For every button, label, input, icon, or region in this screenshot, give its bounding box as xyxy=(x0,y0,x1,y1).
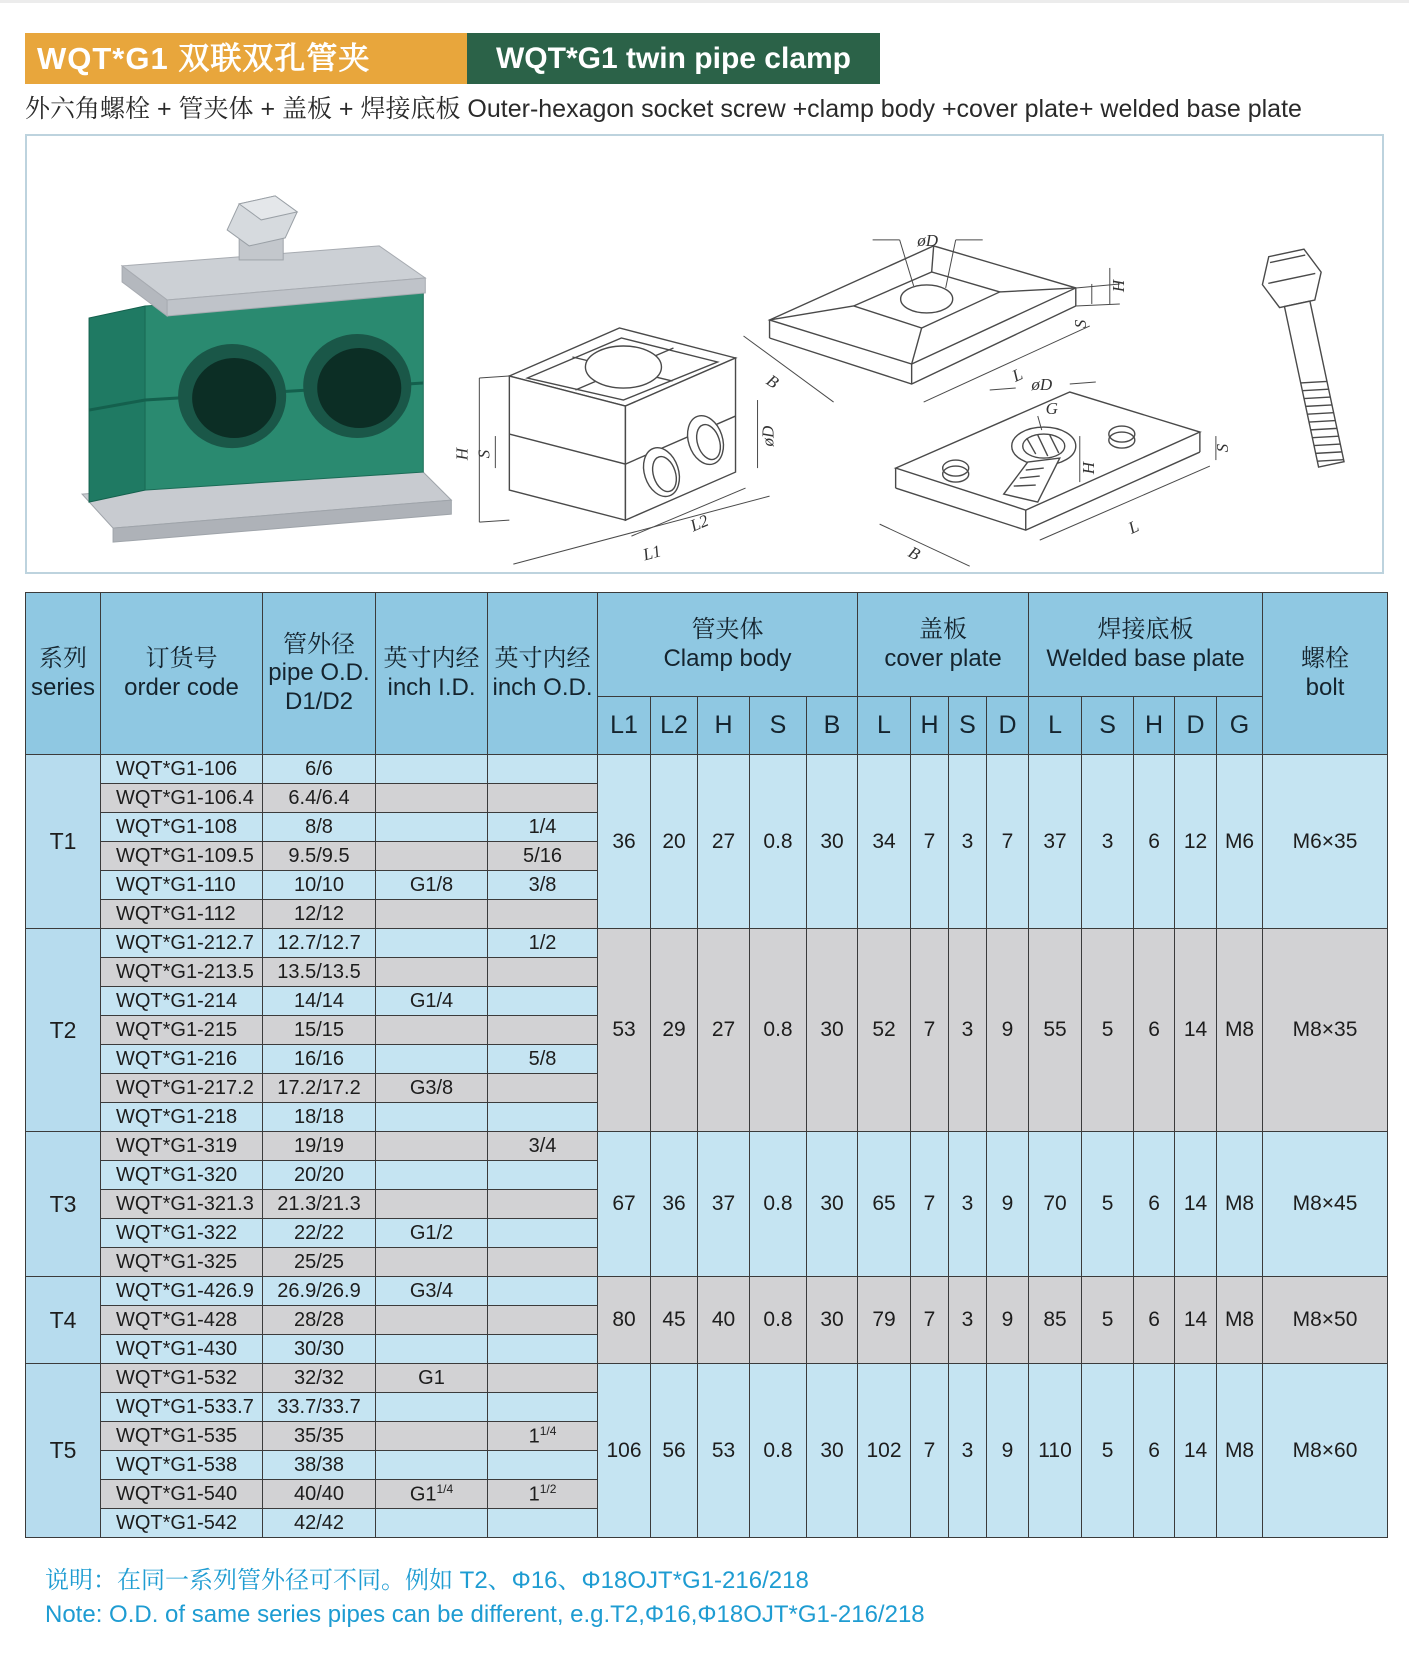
pipe-od-cell: 18/18 xyxy=(263,1103,376,1132)
cover-dim-d: øD xyxy=(917,230,939,250)
dim-header-h: H xyxy=(698,697,750,755)
inch-id-cell xyxy=(376,813,488,842)
clamp-dim-cell: 29 xyxy=(651,929,698,1132)
inch-od-cell xyxy=(488,1451,598,1480)
cover-dim-b: B xyxy=(763,370,783,393)
bolt-cell: M8×35 xyxy=(1263,929,1388,1132)
base-dim-cell: 6 xyxy=(1134,1364,1175,1538)
col-header-order-code: 订货号 order code xyxy=(101,593,263,755)
clamp-dim-cell: 30 xyxy=(807,755,858,929)
inch-id-cell xyxy=(376,1132,488,1161)
inch-id-cell xyxy=(376,1306,488,1335)
cover-dim-cell: 7 xyxy=(911,1277,949,1364)
clamp-dim-cell: 0.8 xyxy=(750,929,807,1132)
inch-od-cell xyxy=(488,1074,598,1103)
clamp-dim-h: H xyxy=(452,447,472,461)
pipe-od-cell: 16/16 xyxy=(263,1045,376,1074)
pipe-od-cell: 19/19 xyxy=(263,1132,376,1161)
clamp-dim-cell: 0.8 xyxy=(750,1364,807,1538)
base-dim-cell: 14 xyxy=(1175,1277,1217,1364)
base-dim-cell: M8 xyxy=(1217,1277,1263,1364)
cover-dim-cell: 9 xyxy=(987,1364,1029,1538)
base-dim-cell: 14 xyxy=(1175,1364,1217,1538)
clamp-dim-s: S xyxy=(474,449,494,459)
pipe-od-cell: 40/40 xyxy=(263,1480,376,1509)
base-dim-cell: 6 xyxy=(1134,1132,1175,1277)
clamp-dim-cell: 53 xyxy=(598,929,651,1132)
clamp-dim-cell: 0.8 xyxy=(750,755,807,929)
base-dim-b: B xyxy=(905,542,924,565)
pipe-od-cell: 12.7/12.7 xyxy=(263,929,376,958)
col-header-pipe-od: 管外径 pipe O.D. D1/D2 xyxy=(263,593,376,755)
clamp-dim-cell: 37 xyxy=(698,1132,750,1277)
dim-header-base-s: S xyxy=(1082,697,1134,755)
pipe-od-cell: 10/10 xyxy=(263,871,376,900)
order-code-cell: WQT*G1-215 xyxy=(101,1016,263,1045)
order-code-cell: WQT*G1-535 xyxy=(101,1422,263,1451)
series-cell: T5 xyxy=(26,1364,101,1538)
base-dim-cell: M6 xyxy=(1217,755,1263,929)
pipe-od-cell: 9.5/9.5 xyxy=(263,842,376,871)
order-code-cell: WQT*G1-110 xyxy=(101,871,263,900)
order-code-cell: WQT*G1-426.9 xyxy=(101,1277,263,1306)
page-title-english: WQT*G1 twin pipe clamp xyxy=(467,33,880,84)
inch-od-cell xyxy=(488,1277,598,1306)
col-header-series: 系列 series xyxy=(26,593,101,755)
cover-dim-cell: 9 xyxy=(987,1277,1029,1364)
clamp-dim-l2: L2 xyxy=(687,510,712,536)
cover-dim-cell: 3 xyxy=(949,1132,987,1277)
inch-od-cell: $1^{1/2}$ xyxy=(488,1480,598,1509)
inch-od-cell xyxy=(488,1016,598,1045)
inch-id-cell: G1/8 xyxy=(376,871,488,900)
inch-id-cell xyxy=(376,1422,488,1451)
order-code-cell: WQT*G1-428 xyxy=(101,1306,263,1335)
pipe-od-cell: 14/14 xyxy=(263,987,376,1016)
base-dim-cell: 110 xyxy=(1029,1364,1082,1538)
inch-od-cell: 3/4 xyxy=(488,1132,598,1161)
base-dim-cell: 6 xyxy=(1134,929,1175,1132)
inch-id-cell xyxy=(376,1045,488,1074)
base-dim-cell: M8 xyxy=(1217,1364,1263,1538)
pipe-od-cell: 6/6 xyxy=(263,755,376,784)
product-photo xyxy=(82,196,451,542)
base-dim-d: øD xyxy=(1031,375,1053,395)
clamp-dim-cell: 30 xyxy=(807,1364,858,1538)
clamp-dim-cell: 36 xyxy=(598,755,651,929)
clamp-dim-cell: 56 xyxy=(651,1364,698,1538)
order-code-cell: WQT*G1-325 xyxy=(101,1248,263,1277)
title-row xyxy=(25,33,1384,84)
cover-dim-l: L xyxy=(1009,364,1026,386)
inch-od-cell xyxy=(488,900,598,929)
base-plate-drawing xyxy=(880,375,1232,566)
inch-id-cell xyxy=(376,900,488,929)
base-dim-cell: 5 xyxy=(1082,929,1134,1132)
clamp-dim-cell: 80 xyxy=(598,1277,651,1364)
inch-id-cell xyxy=(376,1190,488,1219)
dim-header-s: S xyxy=(750,697,807,755)
order-code-cell: WQT*G1-214 xyxy=(101,987,263,1016)
base-dim-h: H xyxy=(1078,461,1098,475)
inch-od-cell xyxy=(488,1219,598,1248)
clamp-dim-cell: 30 xyxy=(807,1277,858,1364)
base-dim-cell: 6 xyxy=(1134,755,1175,929)
base-dim-cell: 14 xyxy=(1175,1132,1217,1277)
pipe-od-cell: 28/28 xyxy=(263,1306,376,1335)
inch-id-cell xyxy=(376,929,488,958)
order-code-cell: WQT*G1-538 xyxy=(101,1451,263,1480)
order-code-cell: WQT*G1-217.2 xyxy=(101,1074,263,1103)
pipe-od-cell: 30/30 xyxy=(263,1335,376,1364)
order-code-cell: WQT*G1-213.5 xyxy=(101,958,263,987)
inch-id-cell xyxy=(376,755,488,784)
inch-id-cell xyxy=(376,784,488,813)
pipe-od-cell: 26.9/26.9 xyxy=(263,1277,376,1306)
inch-id-cell: G3/4 xyxy=(376,1277,488,1306)
inch-od-cell xyxy=(488,958,598,987)
order-code-cell: WQT*G1-320 xyxy=(101,1161,263,1190)
pipe-od-cell: 32/32 xyxy=(263,1364,376,1393)
series-cell: T1 xyxy=(26,755,101,929)
cover-dim-cell: 3 xyxy=(949,929,987,1132)
clamp-dim-l1: L1 xyxy=(640,541,664,565)
base-dim-g: G xyxy=(1045,399,1058,419)
inch-od-cell xyxy=(488,1306,598,1335)
order-code-cell: WQT*G1-319 xyxy=(101,1132,263,1161)
product-images-panel xyxy=(25,134,1384,574)
pipe-od-cell: 17.2/17.2 xyxy=(263,1074,376,1103)
inch-od-cell: 5/16 xyxy=(488,842,598,871)
base-dim-cell: 5 xyxy=(1082,1132,1134,1277)
cover-dim-cell: 34 xyxy=(858,755,911,929)
cover-dim-cell: 3 xyxy=(949,1364,987,1538)
table-header-group-row xyxy=(26,593,1388,697)
inch-od-cell xyxy=(488,784,598,813)
base-dim-cell: M8 xyxy=(1217,929,1263,1132)
inch-od-cell: 1/2 xyxy=(488,929,598,958)
order-code-cell: WQT*G1-321.3 xyxy=(101,1190,263,1219)
dim-header-cover-d: D xyxy=(987,697,1029,755)
base-dim-cell: 5 xyxy=(1082,1277,1134,1364)
order-code-cell: WQT*G1-218 xyxy=(101,1103,263,1132)
inch-id-cell xyxy=(376,1335,488,1364)
cover-dim-cell: 9 xyxy=(987,929,1029,1132)
dim-header-base-l: L xyxy=(1029,697,1082,755)
clamp-dim-cell: 40 xyxy=(698,1277,750,1364)
clamp-dim-d: øD xyxy=(758,425,778,447)
clamp-dim-cell: 30 xyxy=(807,1132,858,1277)
cover-dim-cell: 79 xyxy=(858,1277,911,1364)
clamp-dim-cell: 53 xyxy=(698,1364,750,1538)
cover-dim-cell: 3 xyxy=(949,755,987,929)
order-code-cell: WQT*G1-109.5 xyxy=(101,842,263,871)
cover-dim-cell: 7 xyxy=(911,1364,949,1538)
pipe-od-cell: 15/15 xyxy=(263,1016,376,1045)
series-cell: T2 xyxy=(26,929,101,1132)
inch-id-cell xyxy=(376,1103,488,1132)
inch-id-cell xyxy=(376,1451,488,1480)
footnotes xyxy=(45,1564,1409,1631)
order-code-cell: WQT*G1-212.7 xyxy=(101,929,263,958)
base-dim-cell: 14 xyxy=(1175,929,1217,1132)
clamp-dim-cell: 20 xyxy=(651,755,698,929)
inch-id-cell: $G1^{1/4}$ xyxy=(376,1480,488,1509)
inch-id-cell: G1 xyxy=(376,1364,488,1393)
inch-od-cell xyxy=(488,1364,598,1393)
order-code-cell: WQT*G1-532 xyxy=(101,1364,263,1393)
pipe-od-cell: 42/42 xyxy=(263,1509,376,1538)
clamp-body-drawing xyxy=(452,328,777,565)
cover-dim-cell: 7 xyxy=(911,755,949,929)
dim-header-l2: L2 xyxy=(651,697,698,755)
note-chinese: 说明：在同一系列管外径可不同。例如 T2、Φ16、Φ18OJT*G1-216/218 xyxy=(45,1567,809,1594)
table-row xyxy=(26,1132,1388,1161)
inch-id-cell xyxy=(376,1509,488,1538)
inch-od-cell: 3/8 xyxy=(488,871,598,900)
col-header-inch-id: 英寸内经 inch I.D. xyxy=(376,593,488,755)
cover-dim-s: S xyxy=(1070,319,1090,329)
pipe-od-cell: 33.7/33.7 xyxy=(263,1393,376,1422)
pipe-od-cell: 22/22 xyxy=(263,1219,376,1248)
order-code-cell: WQT*G1-540 xyxy=(101,1480,263,1509)
inch-od-cell xyxy=(488,1103,598,1132)
base-dim-cell: 12 xyxy=(1175,755,1217,929)
order-code-cell: WQT*G1-216 xyxy=(101,1045,263,1074)
pipe-od-cell: 25/25 xyxy=(263,1248,376,1277)
pipe-od-cell: 20/20 xyxy=(263,1161,376,1190)
bolt-drawing xyxy=(1257,247,1361,471)
order-code-cell: WQT*G1-112 xyxy=(101,900,263,929)
inch-od-cell xyxy=(488,755,598,784)
cover-dim-cell: 7 xyxy=(987,755,1029,929)
cover-dim-cell: 52 xyxy=(858,929,911,1132)
clamp-dim-cell: 67 xyxy=(598,1132,651,1277)
pipe-od-cell: 6.4/6.4 xyxy=(263,784,376,813)
inch-od-cell: 5/8 xyxy=(488,1045,598,1074)
dim-header-l1: L1 xyxy=(598,697,651,755)
clamp-dim-cell: 30 xyxy=(807,929,858,1132)
pipe-od-cell: 8/8 xyxy=(263,813,376,842)
base-dim-s: S xyxy=(1212,443,1232,453)
col-header-inch-od: 英寸内经 inch O.D. xyxy=(488,593,598,755)
inch-id-cell xyxy=(376,842,488,871)
cover-dim-h: H xyxy=(1108,279,1128,293)
table-row xyxy=(26,755,1388,784)
clamp-dim-cell: 45 xyxy=(651,1277,698,1364)
inch-od-cell xyxy=(488,1190,598,1219)
cover-dim-cell: 65 xyxy=(858,1132,911,1277)
inch-id-cell: G1/2 xyxy=(376,1219,488,1248)
page-title-chinese: WQT*G1 双联双孔管夹 xyxy=(25,33,467,84)
spec-table xyxy=(25,592,1388,1538)
pipe-od-cell: 12/12 xyxy=(263,900,376,929)
cover-dim-cell: 7 xyxy=(911,929,949,1132)
inch-od-cell: $1^{1/4}$ xyxy=(488,1422,598,1451)
pipe-od-cell: 35/35 xyxy=(263,1422,376,1451)
dim-header-base-d: D xyxy=(1175,697,1217,755)
base-dim-cell: 85 xyxy=(1029,1277,1082,1364)
series-cell: T3 xyxy=(26,1132,101,1277)
base-dim-cell: 70 xyxy=(1029,1132,1082,1277)
table-row xyxy=(26,1364,1388,1393)
pipe-od-cell: 21.3/21.3 xyxy=(263,1190,376,1219)
inch-id-cell: G1/4 xyxy=(376,987,488,1016)
clamp-dim-cell: 0.8 xyxy=(750,1132,807,1277)
inch-od-cell xyxy=(488,1393,598,1422)
col-header-base-plate: 焊接底板 Welded base plate xyxy=(1029,593,1263,697)
base-dim-cell: 5 xyxy=(1082,1364,1134,1538)
inch-id-cell xyxy=(376,1393,488,1422)
clamp-dim-cell: 36 xyxy=(651,1132,698,1277)
inch-id-cell xyxy=(376,1161,488,1190)
pipe-od-cell: 38/38 xyxy=(263,1451,376,1480)
dim-header-b: B xyxy=(807,697,858,755)
col-header-cover-plate: 盖板 cover plate xyxy=(858,593,1029,697)
clamp-dim-cell: 27 xyxy=(698,755,750,929)
cover-plate-drawing xyxy=(744,231,1128,402)
inch-id-cell: G3/8 xyxy=(376,1074,488,1103)
inch-id-cell xyxy=(376,958,488,987)
series-cell: T4 xyxy=(26,1277,101,1364)
inch-od-cell xyxy=(488,1509,598,1538)
base-dim-cell: 3 xyxy=(1082,755,1134,929)
pipe-od-cell: 13.5/13.5 xyxy=(263,958,376,987)
base-dim-cell: 37 xyxy=(1029,755,1082,929)
inch-od-cell xyxy=(488,1161,598,1190)
inch-id-cell xyxy=(376,1016,488,1045)
dim-header-base-g: G xyxy=(1217,697,1263,755)
clamp-dim-cell: 0.8 xyxy=(750,1277,807,1364)
inch-od-cell xyxy=(488,1248,598,1277)
inch-od-cell xyxy=(488,987,598,1016)
clamp-dim-cell: 27 xyxy=(698,929,750,1132)
cover-dim-cell: 102 xyxy=(858,1364,911,1538)
cover-dim-cell: 3 xyxy=(949,1277,987,1364)
base-dim-cell: 55 xyxy=(1029,929,1082,1132)
components-subtitle: 外六角螺栓 + 管夹体 + 盖板 + 焊接底板 Outer-hexagon socket screw +clamp body +cover plate+ welded base plate xyxy=(25,95,1302,123)
dim-header-cover-l: L xyxy=(858,697,911,755)
order-code-cell: WQT*G1-542 xyxy=(101,1509,263,1538)
cover-dim-cell: 7 xyxy=(911,1132,949,1277)
product-diagrams xyxy=(27,136,1382,572)
dim-header-cover-s: S xyxy=(949,697,987,755)
order-code-cell: WQT*G1-322 xyxy=(101,1219,263,1248)
table-row xyxy=(26,1277,1388,1306)
note-english: Note: O.D. of same series pipes can be different, e.g.T2,Φ16,Φ18OJT*G1-216/218 xyxy=(45,1600,925,1628)
order-code-cell: WQT*G1-108 xyxy=(101,813,263,842)
order-code-cell: WQT*G1-106.4 xyxy=(101,784,263,813)
col-header-bolt: 螺栓 bolt xyxy=(1263,593,1388,755)
base-dim-l: L xyxy=(1125,516,1142,538)
bolt-cell: M8×45 xyxy=(1263,1132,1388,1277)
dim-header-base-h: H xyxy=(1134,697,1175,755)
inch-od-cell: 1/4 xyxy=(488,813,598,842)
cover-dim-cell: 9 xyxy=(987,1132,1029,1277)
bolt-cell: M8×60 xyxy=(1263,1364,1388,1538)
inch-id-cell xyxy=(376,1248,488,1277)
col-header-clamp-body: 管夹体 Clamp body xyxy=(598,593,858,697)
bolt-cell: M8×50 xyxy=(1263,1277,1388,1364)
table-row xyxy=(26,929,1388,958)
order-code-cell: WQT*G1-533.7 xyxy=(101,1393,263,1422)
clamp-dim-cell: 106 xyxy=(598,1364,651,1538)
base-dim-cell: 6 xyxy=(1134,1277,1175,1364)
bolt-cell: M6×35 xyxy=(1263,755,1388,929)
base-dim-cell: M8 xyxy=(1217,1132,1263,1277)
order-code-cell: WQT*G1-430 xyxy=(101,1335,263,1364)
order-code-cell: WQT*G1-106 xyxy=(101,755,263,784)
inch-od-cell xyxy=(488,1335,598,1364)
spec-table-body xyxy=(26,755,1388,1538)
dim-header-cover-h: H xyxy=(911,697,949,755)
